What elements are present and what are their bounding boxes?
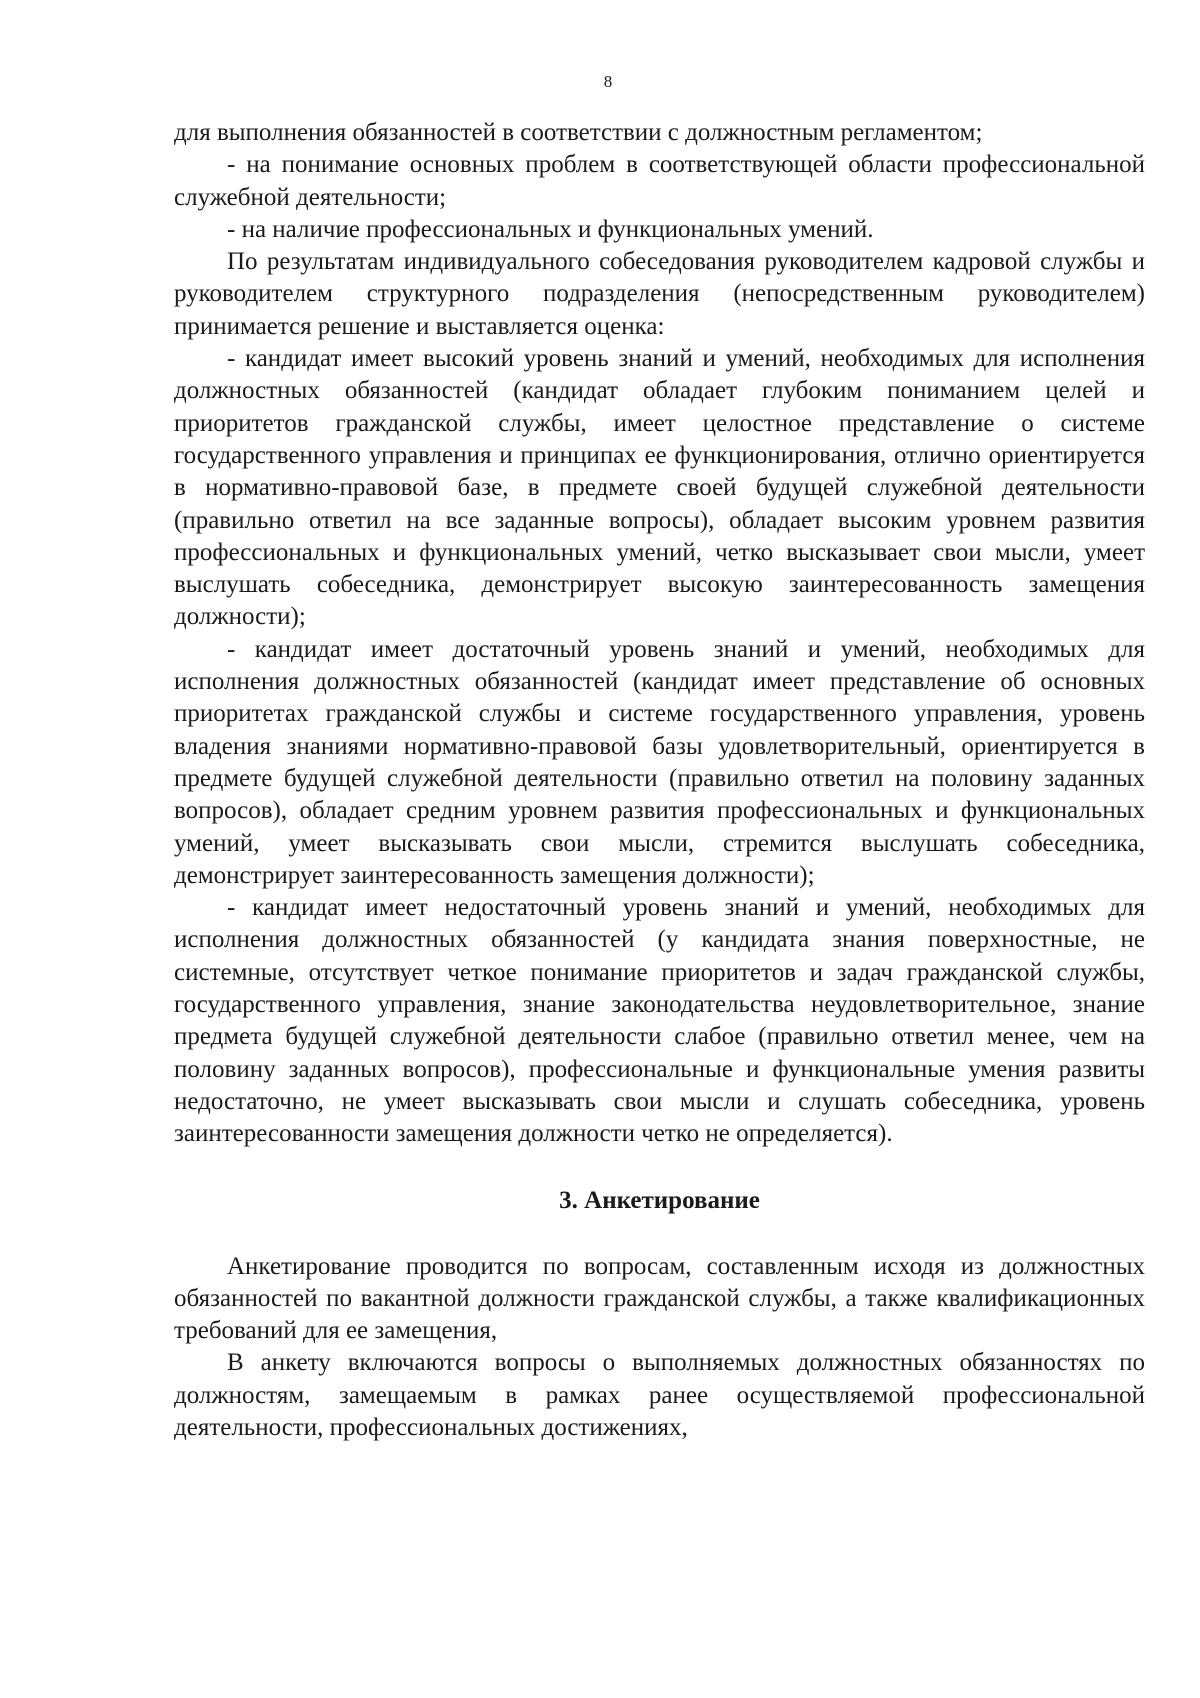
paragraph: - на наличие профессиональных и функциональных умений.: [227, 215, 874, 243]
paragraph: Анкетирование проводится по вопросам, составленным исходя из должностных обязанностей по вакантной должности гражданской службы, а также квалификационных требований для ее замещения,: [174, 1252, 1145, 1345]
paragraph: - на понимание основных проблем в соответствующей области профессиональной служебной деятельности;: [174, 151, 1145, 211]
document-body: [174, 117, 1145, 1444]
paragraph: для выполнения обязанностей в соответствии с должностным регламентом;: [174, 119, 983, 146]
paragraph: - кандидат имеет высокий уровень знаний и умений, необходимых для исполнения должностных обязанностей (кандидат обладает глубоким пониманием целей и приоритетов гражданской службы, имеет целостное представление о системе государственного управления и принципах ее функционирования, отлично ориентируется в нормативно-правовой базе, в предмете своей будущей служебной деятельности (правильно ответил на все заданные вопросы), обладает высоким уровнем развития профессиональных и функциональных умений, четко высказывает свои мысли, умеет выслушать собеседника, демонстрирует высокую заинтересованность замещения должности);: [174, 345, 1145, 631]
section-heading: 3. Анкетирование: [559, 1186, 760, 1214]
paragraph: В анкету включаются вопросы о выполняемых должностных обязанностях по должностям, замещаемым в рамках ранее осуществляемой профессиональной деятельности, профессиональных достижениях,: [174, 1349, 1145, 1441]
paragraph: - кандидат имеет достаточный уровень знаний и умений, необходимых для исполнения должностных обязанностей (кандидат имеет представление об основных приоритетах гражданской службы и системе государственного управления, уровень владения знаниями нормативно-правовой базы удовлетворительный, ориентируется в предмете будущей служебной деятельности (правильно ответил на половину заданных вопросов), обладает средним уровнем развития профессиональных и функциональных умений, умеет высказывать свои мысли, стремится выслушать собеседника, демонстрирует заинтересованность замещения должности);: [174, 635, 1145, 889]
page-number: 8: [603, 72, 613, 91]
paragraph: - кандидат имеет недостаточный уровень знаний и умений, необходимых для исполнения должностных обязанностей (у кандидата знания поверхностные, не системные, отсутствует четкое понимание приоритетов и задач гражданской службы, государственного управления, знание законодательства неудовлетворительное, знание предмета будущей служебной деятельности слабое (правильно ответил менее, чем на половину заданных вопросов), профессиональные и функциональные умения развиты недостаточно, не умеет высказывать свои мысли и слушать собеседника, уровень заинтересованности замещения должности четко не определяется).: [174, 894, 1145, 1148]
paragraph: По результатам индивидуального собеседования руководителем кадровой службы и руководителем структурного подразделения (непосредственным руководителем) принимается решение и выставляется оценка:: [174, 248, 1145, 340]
